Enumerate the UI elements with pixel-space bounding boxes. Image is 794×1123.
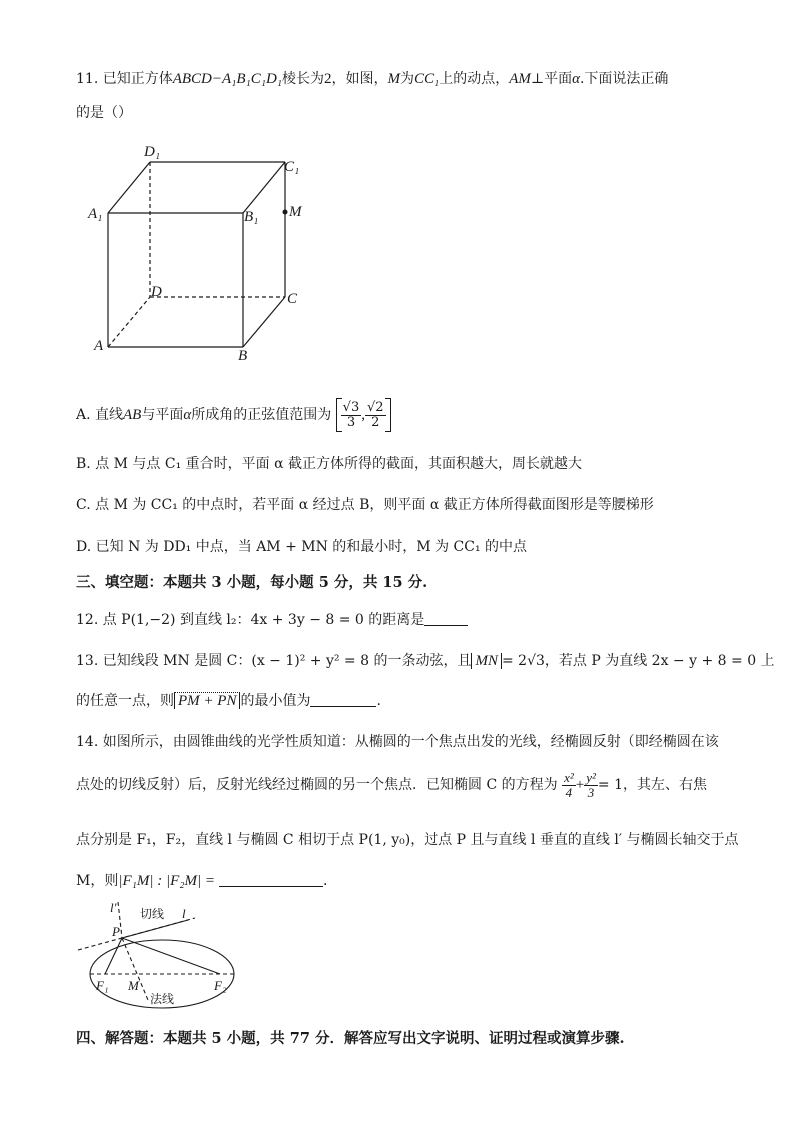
q11-text: .下面说法正确 <box>579 71 669 87</box>
frac-y2-over-3 <box>584 771 598 800</box>
option-a-text: A. 直线 <box>76 407 124 423</box>
label-l: l <box>182 906 186 921</box>
label-c1: C₁ <box>284 159 300 175</box>
option-a-ab: AB <box>123 407 142 423</box>
label-c: C <box>287 291 298 307</box>
label-lprime: l′ <box>110 900 117 915</box>
q13-line2 <box>76 692 381 710</box>
label-m: M <box>128 978 139 993</box>
q14-answer-blank[interactable] <box>219 872 323 887</box>
q14-line4 <box>76 872 327 890</box>
q13-line1 <box>76 652 775 670</box>
q14-ratio: |F₁M| : |F₂M| = <box>118 873 215 889</box>
q11-line1 <box>76 70 668 88</box>
q11-text: 棱长为 <box>282 71 325 87</box>
q13-abs-mn: MN <box>471 653 502 669</box>
frac-sqrt3-over-3 <box>341 401 362 430</box>
q12-answer-blank[interactable] <box>424 611 468 626</box>
q14-line3: 点分别是 F₁，F₂，直线 l 与椭圆 C 相切于点 P(1, y₀)，过点 P 且与直线 l 垂直的直线 l′ 与椭圆长轴交于点 <box>76 832 739 848</box>
q11-text: 上的动点， <box>439 71 510 87</box>
frac-den: 3 <box>587 784 595 800</box>
frac-num: x² <box>564 769 574 785</box>
frac-num: √3 <box>342 399 360 415</box>
q13-text: . <box>376 693 381 709</box>
label-a: A <box>94 338 104 354</box>
option-a-interval: $\frac{√3}{3}$ , $\frac{√2}{2}$ <box>336 398 391 432</box>
label-b: B <box>238 348 248 364</box>
q11-var-m: M <box>387 71 401 87</box>
frac-sqrt2-over-2 <box>365 401 386 430</box>
q14-plus: + <box>575 777 585 793</box>
label-normal: 法线 <box>150 992 175 1006</box>
q14-text: 点处的切线反射）后，反射光线经过椭圆的另一个焦点．已知椭圆 C 的方程为 <box>76 777 558 793</box>
section-4-title: 四、解答题：本题共 5 小题，共 77 分．解答应写出文字说明、证明过程或演算步骤. <box>76 1030 625 1047</box>
q14-text: M，则 <box>76 873 119 889</box>
label-a1: A₁ <box>88 206 103 222</box>
q11-option-a <box>76 398 391 432</box>
q11-perp: ⊥ <box>530 71 545 87</box>
q11-cube-name: ABCD−A₁B₁C₁D₁ <box>172 71 283 87</box>
q11-var-cc1: CC₁ <box>414 71 440 87</box>
frac-den: 2 <box>371 414 380 430</box>
label-d: D <box>151 284 162 300</box>
section-3-title: 三、填空题：本题共 3 小题，每小题 5 分，共 15 分. <box>76 574 428 591</box>
q11-option-c: C. 点 M 为 CC₁ 的中点时，若平面 α 经过点 B，则平面 α 截正方体所得截面图形是等腰梯形 <box>76 497 654 513</box>
label-m: M <box>289 204 302 220</box>
q11-option-b: B. 点 M 与点 C₁ 重合时，平面 α 截正方体所得的截面，其面积越大，周长就越大 <box>76 456 583 472</box>
q12-text: 12. 点 P(1,−2) 到直线 l₂：4x + 3y − 8 = 0 的距离是 <box>76 612 425 628</box>
frac-x2-over-4 <box>562 771 576 800</box>
q13-text: 13. 已知线段 MN 是圆 C：(x − 1)² + y² = 8 的一条动弦，且 <box>76 653 472 669</box>
q11-edge-length: 2 <box>324 71 332 87</box>
label-tangent: 切线 <box>140 907 165 921</box>
cube-figure <box>80 140 320 370</box>
q14-text: = 1，其左、右焦 <box>597 777 707 793</box>
q13-answer-blank[interactable] <box>310 692 376 707</box>
label-f2: F₂ <box>214 978 227 993</box>
label-d1: D₁ <box>144 144 161 160</box>
ellipse-figure <box>70 900 250 1010</box>
option-a-alpha: α <box>183 407 192 423</box>
frac-num: √2 <box>366 399 384 415</box>
q13-text: ，若点 P 为直线 2x − y + 8 = 0 上 <box>544 653 775 669</box>
q14-line2 <box>76 770 707 800</box>
frac-den: 3 <box>346 414 356 430</box>
point-m-dot <box>283 210 288 215</box>
q13-text: 的任意一点，则 <box>76 693 174 709</box>
q14-text: . <box>322 873 328 889</box>
label-p: P <box>112 924 120 939</box>
q11-line2: 的是（） <box>76 105 132 121</box>
q13-text: 的最小值为 <box>240 693 311 709</box>
q11-text: ，如图， <box>331 71 388 87</box>
q14-line1: 14. 如图所示，由圆锥曲线的光学性质知道：从椭圆的一个焦点出发的光线，经椭圆反射（即经椭圆在该 <box>76 734 719 750</box>
frac-den: 4 <box>565 784 573 800</box>
label-b1: B₁ <box>244 209 259 225</box>
label-f1: F₁ <box>96 978 109 993</box>
q11-option-d: D. 已知 N 为 DD₁ 中点，当 AM + MN 的和最小时，M 为 CC₁ 的中点 <box>76 539 528 555</box>
q13-vector-expr: PM + PN <box>174 692 240 709</box>
option-a-text: 与平面 <box>141 407 184 423</box>
q11-prefix: 11. 已知正方体 <box>76 71 173 87</box>
q12 <box>76 611 468 629</box>
option-a-text: 所成角的正弦值范围为 <box>191 407 332 423</box>
q11-var-alpha: α <box>572 71 580 87</box>
q11-var-am: AM <box>509 71 531 87</box>
q11-text: 平面 <box>544 71 573 87</box>
q13-eq-value: = 2√3 <box>501 653 545 669</box>
q11-text: 为 <box>400 71 415 87</box>
frac-num: y² <box>586 769 596 785</box>
